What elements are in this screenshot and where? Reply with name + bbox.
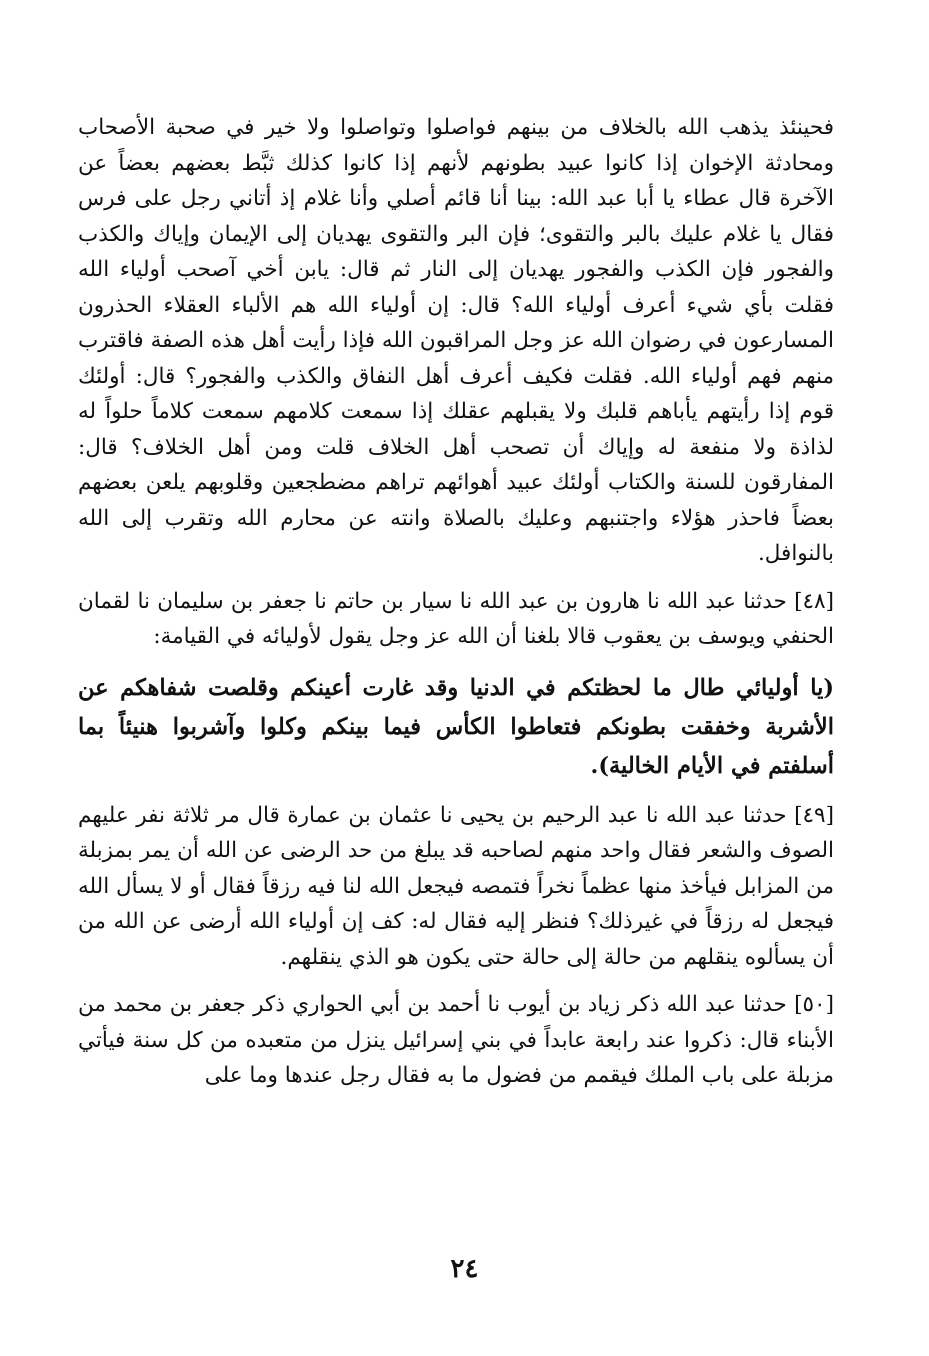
- paragraph-50: [٥٠] حدثنا عبد الله ذكر زياد بن أيوب نا أحمد بن أبي الحواري ذكر جعفر بن محمد من الأبناء قال: ذكروا عند رابعة عابداً في بني إسرائيل ينزل من متعبده من كل سنة فيأتي مزبلة على باب الملك فيقمم من فضول ما به فقال رجل عندها وما على: [78, 992, 834, 1088]
- paragraph-48-quote: (يا أوليائي طال ما لحظتكم في الدنيا وقد غارت أعينكم وقلصت شفاهكم عن الأشربة وخفقت بطونكم فتعاطوا الكأس فيما بينكم وكلوا وآشربوا هنيئاً بما أسلفتم في الأيام الخالية).: [78, 674, 834, 779]
- paragraph-48: [٤٨] حدثنا عبد الله نا هارون بن عبد الله نا سيار بن حاتم نا جعفر بن سليمان نا لقمان الحنفي ويوسف بن يعقوب قالا بلغنا أن الله عز وجل يقول لأوليائه في القيامة:: [78, 588, 834, 649]
- body-text: [78, 110, 834, 1094]
- page-number: ٢٤: [450, 1254, 479, 1284]
- paragraph-47-continuation: فحينئذ يذهب الله بالخلاف من بينهم فواصلوا وتواصلوا ولا خير في صحبة الأصحاب ومحادثة الإخوان إذا كانوا عبيد بطونهم لأنهم إذا كانوا كذلك ثبَّط بعضهم بعضاً عن الآخرة قال عطاء يا أبا عبد الله: بينا أنا قائم أصلي وأنا غلام إذ أتاني رجل على فرس فقال يا غلام عليك بالبر والتقوى؛ فإن البر والتقوى يهديان إلى الإيمان وإياك والكذب والفجور فإن الكذب والفجور يهديان إلى النار ثم قال: يابن أخي آصحب أولياء الله فقلت بأي شيء أعرف أولياء الله؟ قال: إن أولياء الله هم الألباء العقلاء الحذرون المسارعون في رضوان الله عز وجل المراقبون الله فإذا رأيت أهل هذه الصفة فاقترب منهم فهم أولياء الله. فقلت فكيف أعرف أهل النفاق والكذب والفجور؟ قال: أولئك قوم إذا رأيتهم يأباهم قلبك ولا يقبلهم عقلك إذا سمعت كلامهم سمعت كلاماً حلواً له لذاذة ولا منفعة له وإياك أن تصحب أهل الخلاف قلت ومن أهل الخلاف؟ قال: المفارقون للسنة والكتاب أولئك عبيد أهوائهم تراهم مضطجعين وقلوبهم يلعن بعضهم بعضاً فاحذر هؤلاء واجتنبهم وعليك بالصلاة وانته عن محارم الله وتقرب إلى الله بالنوافل.: [78, 115, 834, 566]
- paragraph-49: [٤٩] حدثنا عبد الله نا عبد الرحيم بن يحيى نا عثمان بن عمارة قال مر ثلاثة نفر عليهم الصوف والشعر فقال واحد منهم لصاحبه قد يبلغ من حد الرضى عن الله أن يمر بمزبلة من المزابل فيأخذ منها عظماً نخراً فتمصه فيجعل الله لنا فيه رزقاً فقال أو لا يسأل الله فيجعل له رزقاً في غيرذلك؟ فنظر إليه فقال له: كف إن أولياء الله أرضى عن الله من أن يسألوه ينقلهم من حالة إلى حالة حتى يكون هو الذي ينقلهم.: [78, 802, 834, 970]
